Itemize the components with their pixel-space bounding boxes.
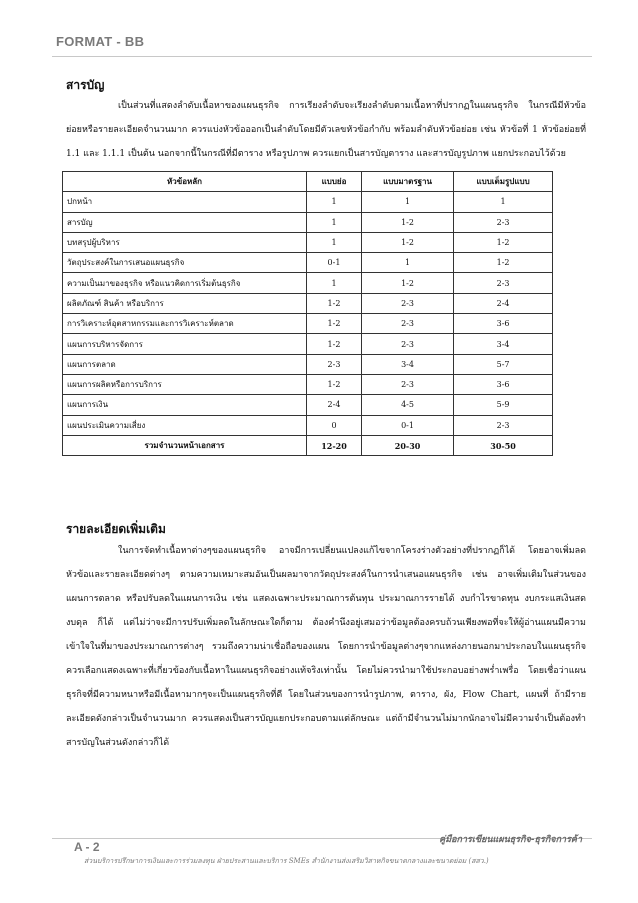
cell-topic: ความเป็นมาของธุรกิจ หรือแนวคิดการเริ่มต้นธุรกิจ bbox=[63, 273, 307, 293]
cell-standard: 1 bbox=[361, 192, 453, 212]
cell-short: 2-4 bbox=[307, 395, 362, 415]
total-full: 30-50 bbox=[454, 435, 553, 455]
cell-topic: ปกหน้า bbox=[63, 192, 307, 212]
cell-short: 1 bbox=[307, 212, 362, 232]
cell-topic: วัตถุประสงค์ในการเสนอแผนธุรกิจ bbox=[63, 253, 307, 273]
total-standard: 20-30 bbox=[361, 435, 453, 455]
cell-short: 0 bbox=[307, 415, 362, 435]
cell-topic: แผนการบริหารจัดการ bbox=[63, 334, 307, 354]
cell-short: 0-1 bbox=[307, 253, 362, 273]
cell-short: 1-2 bbox=[307, 314, 362, 334]
cell-standard: 2-3 bbox=[361, 293, 453, 313]
cell-standard: 1-2 bbox=[361, 232, 453, 252]
cell-standard: 4-5 bbox=[361, 395, 453, 415]
page-number: A - 2 bbox=[74, 840, 100, 854]
cell-topic: บทสรุปผู้บริหาร bbox=[63, 232, 307, 252]
table-header-row bbox=[63, 172, 553, 192]
toc-section-paragraph: เป็นส่วนที่แสดงลำดับเนื้อหาของแผนธุรกิจ การเรียงลำดับจะเรียงลำดับตามเนื้อหาที่ปรากฏในแผนธุรกิจ ในกรณีมีหัวข้อย่อยหรือรายละเอียดจำนวนมาก ควรแบ่งหัวข้อออกเป็นลำดับโดยมีตัวเลขหัวข้อกำกับ พร้อมลำดับหัวข้อย่อย เช่น หัวข้อที่ 1 หัวข้อย่อยที่ 1.1 และ 1.1.1 เป็นต้น นอกจากนี้ในกรณีที่มีตาราง หรือรูปภาพ ควรแยกเป็นสารบัญตาราง และสารบัญรูปภาพ แยกประกอบไว้ด้วย bbox=[66, 101, 586, 159]
cell-full: 1 bbox=[454, 192, 553, 212]
cell-short: 1-2 bbox=[307, 334, 362, 354]
cell-full: 1-2 bbox=[454, 232, 553, 252]
cell-full: 3-6 bbox=[454, 374, 553, 394]
cell-standard: 2-3 bbox=[361, 374, 453, 394]
cell-short: 1-2 bbox=[307, 374, 362, 394]
col-header-standard: แบบมาตรฐาน bbox=[361, 172, 453, 192]
table-row bbox=[63, 334, 553, 354]
page-count-table bbox=[62, 171, 553, 456]
cell-full: 2-4 bbox=[454, 293, 553, 313]
cell-topic: แผนประเมินความเสี่ยง bbox=[63, 415, 307, 435]
cell-full: 3-6 bbox=[454, 314, 553, 334]
cell-full: 1-2 bbox=[454, 253, 553, 273]
table-total-row bbox=[63, 435, 553, 455]
table-row bbox=[63, 415, 553, 435]
agency-line: ส่วนบริการปรึกษาการเงินและการร่วมลงทุน ฝ่ายประสานและบริการ SMEs สำนักงานส่งเสริมวิสาหกิจขนาดกลางและขนาดย่อม (สสว.) bbox=[84, 857, 489, 865]
cell-full: 2-3 bbox=[454, 415, 553, 435]
table-row bbox=[63, 212, 553, 232]
table-row bbox=[63, 314, 553, 334]
table-row bbox=[63, 192, 553, 212]
cell-standard: 2-3 bbox=[361, 314, 453, 334]
col-header-short: แบบย่อ bbox=[307, 172, 362, 192]
cell-short: 1 bbox=[307, 273, 362, 293]
table-row bbox=[63, 293, 553, 313]
table-row bbox=[63, 253, 553, 273]
cell-topic: สารบัญ bbox=[63, 212, 307, 232]
guide-title: คู่มือการเขียนแผนธุรกิจ-ธุรกิจการค้า bbox=[439, 835, 582, 845]
format-label: FORMAT - BB bbox=[56, 34, 145, 49]
table-row bbox=[63, 395, 553, 415]
cell-full: 5-7 bbox=[454, 354, 553, 374]
cell-full: 3-4 bbox=[454, 334, 553, 354]
cell-standard: 3-4 bbox=[361, 354, 453, 374]
cell-full: 5-9 bbox=[454, 395, 553, 415]
table-row bbox=[63, 232, 553, 252]
total-label: รวมจำนวนหน้าเอกสาร bbox=[63, 435, 307, 455]
cell-standard: 0-1 bbox=[361, 415, 453, 435]
cell-topic: แผนการตลาด bbox=[63, 354, 307, 374]
header-divider bbox=[52, 56, 592, 57]
cell-topic: แผนการเงิน bbox=[63, 395, 307, 415]
cell-standard: 1-2 bbox=[361, 212, 453, 232]
cell-standard: 2-3 bbox=[361, 334, 453, 354]
table-row bbox=[63, 354, 553, 374]
cell-full: 2-3 bbox=[454, 212, 553, 232]
col-header-main-topic: หัวข้อหลัก bbox=[63, 172, 307, 192]
cell-short: 1 bbox=[307, 232, 362, 252]
table-row bbox=[63, 273, 553, 293]
cell-full: 2-3 bbox=[454, 273, 553, 293]
cell-topic: การวิเคราะห์อุตสาหกรรมและการวิเคราะห์ตลาด bbox=[63, 314, 307, 334]
cell-standard: 1 bbox=[361, 253, 453, 273]
toc-section-title: สารบัญ bbox=[66, 78, 105, 92]
cell-topic: แผนการผลิตหรือการบริการ bbox=[63, 374, 307, 394]
cell-topic: ผลิตภัณฑ์ สินค้า หรือบริการ bbox=[63, 293, 307, 313]
cell-short: 2-3 bbox=[307, 354, 362, 374]
cell-standard: 1-2 bbox=[361, 273, 453, 293]
cell-short: 1-2 bbox=[307, 293, 362, 313]
detail-section-title: รายละเอียดเพิ่มเติม bbox=[66, 522, 166, 536]
detail-section-paragraph: ในการจัดทำเนื้อหาต่างๆของแผนธุรกิจ อาจมีการเปลี่ยนแปลงแก้ไขจากโครงร่างตัวอย่างที่ปรากฏก็ได้ โดยอาจเพิ่มลดหัวข้อและรายละเอียดต่างๆ ตามความเหมาะสมอันเป็นผลมาจากวัตถุประสงค์ในการนำเสนอแผนธุรกิจ เช่น อาจเพิ่มเติมในส่วนของแผนการตลาด หรือปรับลดในแผนการเงิน เช่น แสดงเฉพาะประมาณการต้นทุน ประมาณการรายได้ งบกำไรขาดทุน งบกระแสเงินสด งบดุล ก็ได้ แต่ไม่ว่าจะมีการปรับเพิ่มลดในลักษณะใดก็ตาม ต้องคำนึงอยู่เสมอว่าข้อมูลต้องครบถ้วนเพียงพอที่จะให้ผู้อ่านแผนมีความเข้าใจในที่มาของประมาณการต่างๆ รวมถึงความน่าเชื่อถือของแผน โดยการนำข้อมูลต่างๆจากแหล่งภายนอกมาประกอบในแผนธุรกิจ ควรเลือกแสดงเฉพาะที่เกี่ยวข้องกับเนื้อหาในแผนธุรกิจอย่างแท้จริงเท่านั้น โดยไม่ควรนำมาใช้ประกอบอย่างพร่ำเพรื่อ โดยเชื่อว่าแผนธุรกิจที่มีความหนาหรือมีเนื้อหามากๆจะเป็นแผนธุรกิจที่ดี โดยในส่วนของการนำรูปภาพ, ตาราง, ผัง, Flow Chart, แผนที่ ถ้ามีรายละเอียดดังกล่าวเป็นจำนวนมาก ควรแสดงเป็นสารบัญแยกประกอบตามแต่ลักษณะ แต่ถ้ามีจำนวนไม่มากนักอาจไม่มีความจำเป็นต้องทำสารบัญในส่วนดังกล่าวก็ได้ bbox=[66, 546, 586, 748]
col-header-full: แบบเต็มรูปแบบ bbox=[454, 172, 553, 192]
table-row bbox=[63, 374, 553, 394]
cell-short: 1 bbox=[307, 192, 362, 212]
total-short: 12-20 bbox=[307, 435, 362, 455]
